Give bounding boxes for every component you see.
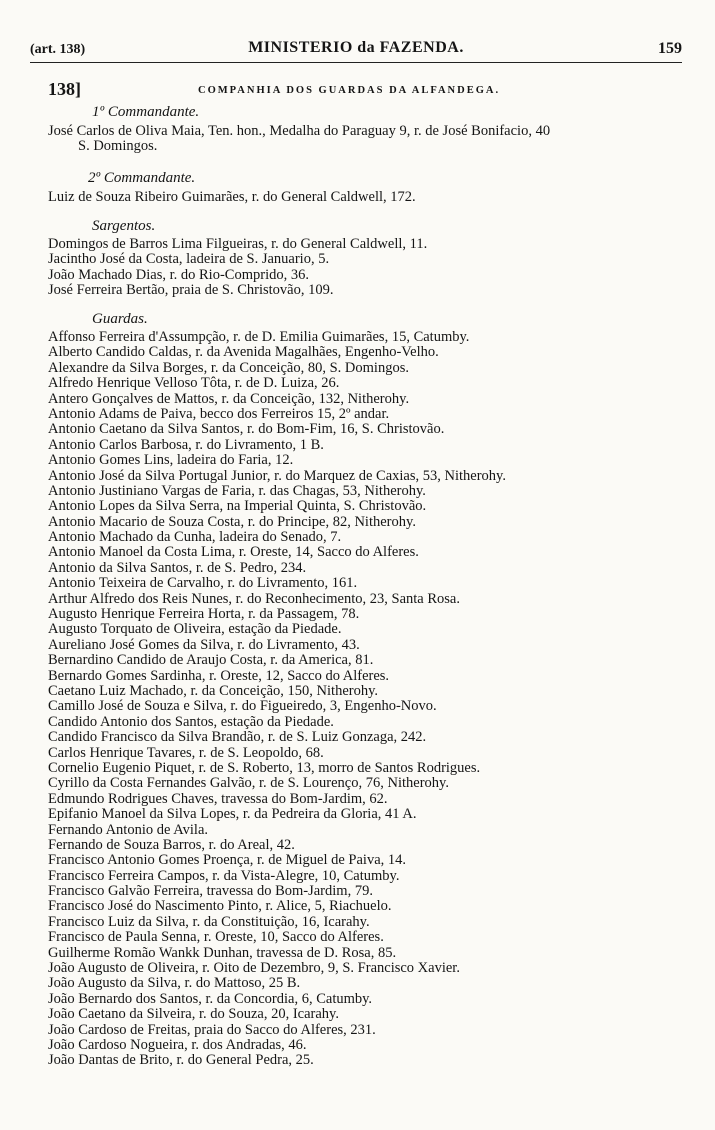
section-number: 138] [48,79,81,99]
entry-line: Jacintho José da Costa, ladeira de S. Januario, 5. [48,251,330,268]
entry-line: Bernardo Gomes Sardinha, r. Oreste, 12, Sacco do Alferes. [48,667,390,684]
entry-line: Caetano Luiz Machado, r. da Conceição, 150, Nitherohy. [48,682,379,699]
commandante2-heading: 2º Commandante. [88,170,196,186]
entry-line: Antonio Justiniano Vargas de Faria, r. das Chagas, 53, Nitherohy. [48,482,426,499]
entry-line: Francisco Antonio Gomes Proença, r. de Miguel de Paiva, 14. [48,852,407,869]
entry-line: Bernardino Candido de Araujo Costa, r. da America, 81. [48,652,374,669]
entry-line: Antonio da Silva Santos, r. de S. Pedro, 234. [48,559,307,576]
entry-line: Cornelio Eugenio Piquet, r. de S. Roberto, 13, morro de Santos Rodrigues. [48,759,481,776]
commandante1-heading: 1º Commandante. [92,104,200,120]
entry-line: Epifanio Manoel da Silva Lopes, r. da Pedreira da Gloria, 41 A. [48,806,417,823]
section-heading [48,79,688,101]
entry-line: Francisco José do Nascimento Pinto, r. Alice, 5, Riachuelo. [48,898,392,915]
entry-line: S. Domingos. [78,138,158,155]
entry-line: Antonio Lopes da Silva Serra, na Imperial Quinta, S. Christovão. [48,498,427,515]
entry-line: Antonio José da Silva Portugal Junior, r. do Marquez de Caxias, 53, Nitherohy. [48,467,506,484]
sargentos-heading: Sargentos. [92,218,156,234]
entry-line: João Augusto da Silva, r. do Mattoso, 25 B. [48,975,301,992]
entry-line: Domingos de Barros Lima Filgueiras, r. do General Caldwell, 11. [48,236,428,252]
entry-line: Francisco Galvão Ferreira, travessa do Bom-Jardim, 79. [48,883,373,900]
entry-line: Cyrillo da Costa Fernandes Galvão, r. de S. Lourenço, 76, Nitherohy. [48,775,449,792]
entry-line: Alberto Candido Caldas, r. da Avenida Magalhães, Engenho-Velho. [48,344,439,361]
section-title: COMPANHIA DOS GUARDAS DA ALFANDEGA. [198,85,501,96]
running-header [30,38,682,63]
commandante1-entries [48,124,698,155]
ministry-title: MINISTERIO da FAZENDA. [248,39,464,56]
entry-line: Candido Antonio dos Santos, estação da Piedade. [48,713,334,730]
entry-line: Antonio Adams de Paiva, becco dos Ferreiros 15, 2º andar. [48,405,390,422]
entry-line: Luiz de Souza Ribeiro Guimarães, r. do General Caldwell, 172. [48,189,416,205]
entry-line: Fernando Antonio de Avila. [48,821,209,838]
entry-line: Antonio Carlos Barbosa, r. do Livramento, 1 B. [48,436,324,453]
entry-line: Augusto Henrique Ferreira Horta, r. da Passagem, 78. [48,606,360,623]
entry-line: Guilherme Romão Wankk Dunhan, travessa de D. Rosa, 85. [48,944,397,961]
entry-line: João Cardoso de Freitas, praia do Sacco do Alferes, 231. [48,1021,376,1038]
guardas-heading: Guardas. [92,311,148,327]
entry-line: Antero Gonçalves de Mattos, r. da Conceição, 132, Nitherohy. [48,390,410,407]
entry-line: Edmundo Rodrigues Chaves, travessa do Bom-Jardim, 62. [48,790,388,807]
commandante2-entries [48,190,698,205]
entry-line: Antonio Caetano da Silva Santos, r. do Bom-Fim, 16, S. Christovão. [48,421,445,438]
entry-line: José Ferreira Bertão, praia de S. Christovão, 109. [48,282,334,299]
entry-line: Alfredo Henrique Velloso Tôta, r. de D. Luiza, 26. [48,375,340,392]
entry-line: Camillo José de Souza e Silva, r. do Figueiredo, 3, Engenho-Novo. [48,698,437,715]
entry-line: João Augusto de Oliveira, r. Oito de Dezembro, 9, S. Francisco Xavier. [48,960,460,977]
entry-line: Antonio Machado da Cunha, ladeira do Senado, 7. [48,529,342,546]
entry-line: Arthur Alfredo dos Reis Nunes, r. do Reconhecimento, 23, Santa Rosa. [48,590,460,607]
entry-line: Francisco Luiz da Silva, r. da Constituição, 16, Icarahy. [48,913,370,930]
entry-line: Antonio Teixeira de Carvalho, r. do Livramento, 161. [48,575,358,592]
entry-line: Affonso Ferreira d'Assumpção, r. de D. Emilia Guimarães, 15, Catumby. [48,329,470,345]
entry-line: Antonio Gomes Lins, ladeira do Faria, 12. [48,452,294,469]
entry-line: João Machado Dias, r. do Rio-Comprido, 36. [48,266,309,283]
entry-line: Alexandre da Silva Borges, r. da Conceição, 80, S. Domingos. [48,359,409,376]
page-number: 159 [658,40,682,57]
entry-line: Fernando de Souza Barros, r. do Areal, 42. [48,836,295,853]
entry-line: Francisco Ferreira Campos, r. da Vista-Alegre, 10, Catumby. [48,867,400,884]
article-reference: (art. 138) [30,42,86,57]
entry-line: José Carlos de Oliva Maia, Ten. hon., Medalha do Paraguay 9, r. de José Bonifacio, 40 [48,123,551,139]
entry-line: Antonio Macario de Souza Costa, r. do Principe, 82, Nitherohy. [48,513,416,530]
entry-line: Aureliano José Gomes da Silva, r. do Livramento, 43. [48,636,360,653]
sargentos-entries [48,237,698,299]
entry-line: João Bernardo dos Santos, r. da Concordia, 6, Catumby. [48,990,373,1007]
entry-line: Augusto Torquato de Oliveira, estação da Piedade. [48,621,342,638]
entry-line: Carlos Henrique Tavares, r. de S. Leopoldo, 68. [48,744,324,761]
entry-line: Francisco de Paula Senna, r. Oreste, 10, Sacco do Alferes. [48,929,384,946]
entry-line: João Caetano da Silveira, r. do Souza, 20, Icarahy. [48,1006,339,1023]
entry-line: João Dantas de Brito, r. do General Pedra, 25. [48,1052,314,1069]
entry-line: Candido Francisco da Silva Brandão, r. de S. Luiz Gonzaga, 242. [48,729,427,746]
guardas-entries [48,330,698,1069]
entry-line: João Cardoso Nogueira, r. dos Andradas, 46. [48,1036,307,1053]
entry-line: Antonio Manoel da Costa Lima, r. Oreste, 14, Sacco do Alferes. [48,544,419,561]
